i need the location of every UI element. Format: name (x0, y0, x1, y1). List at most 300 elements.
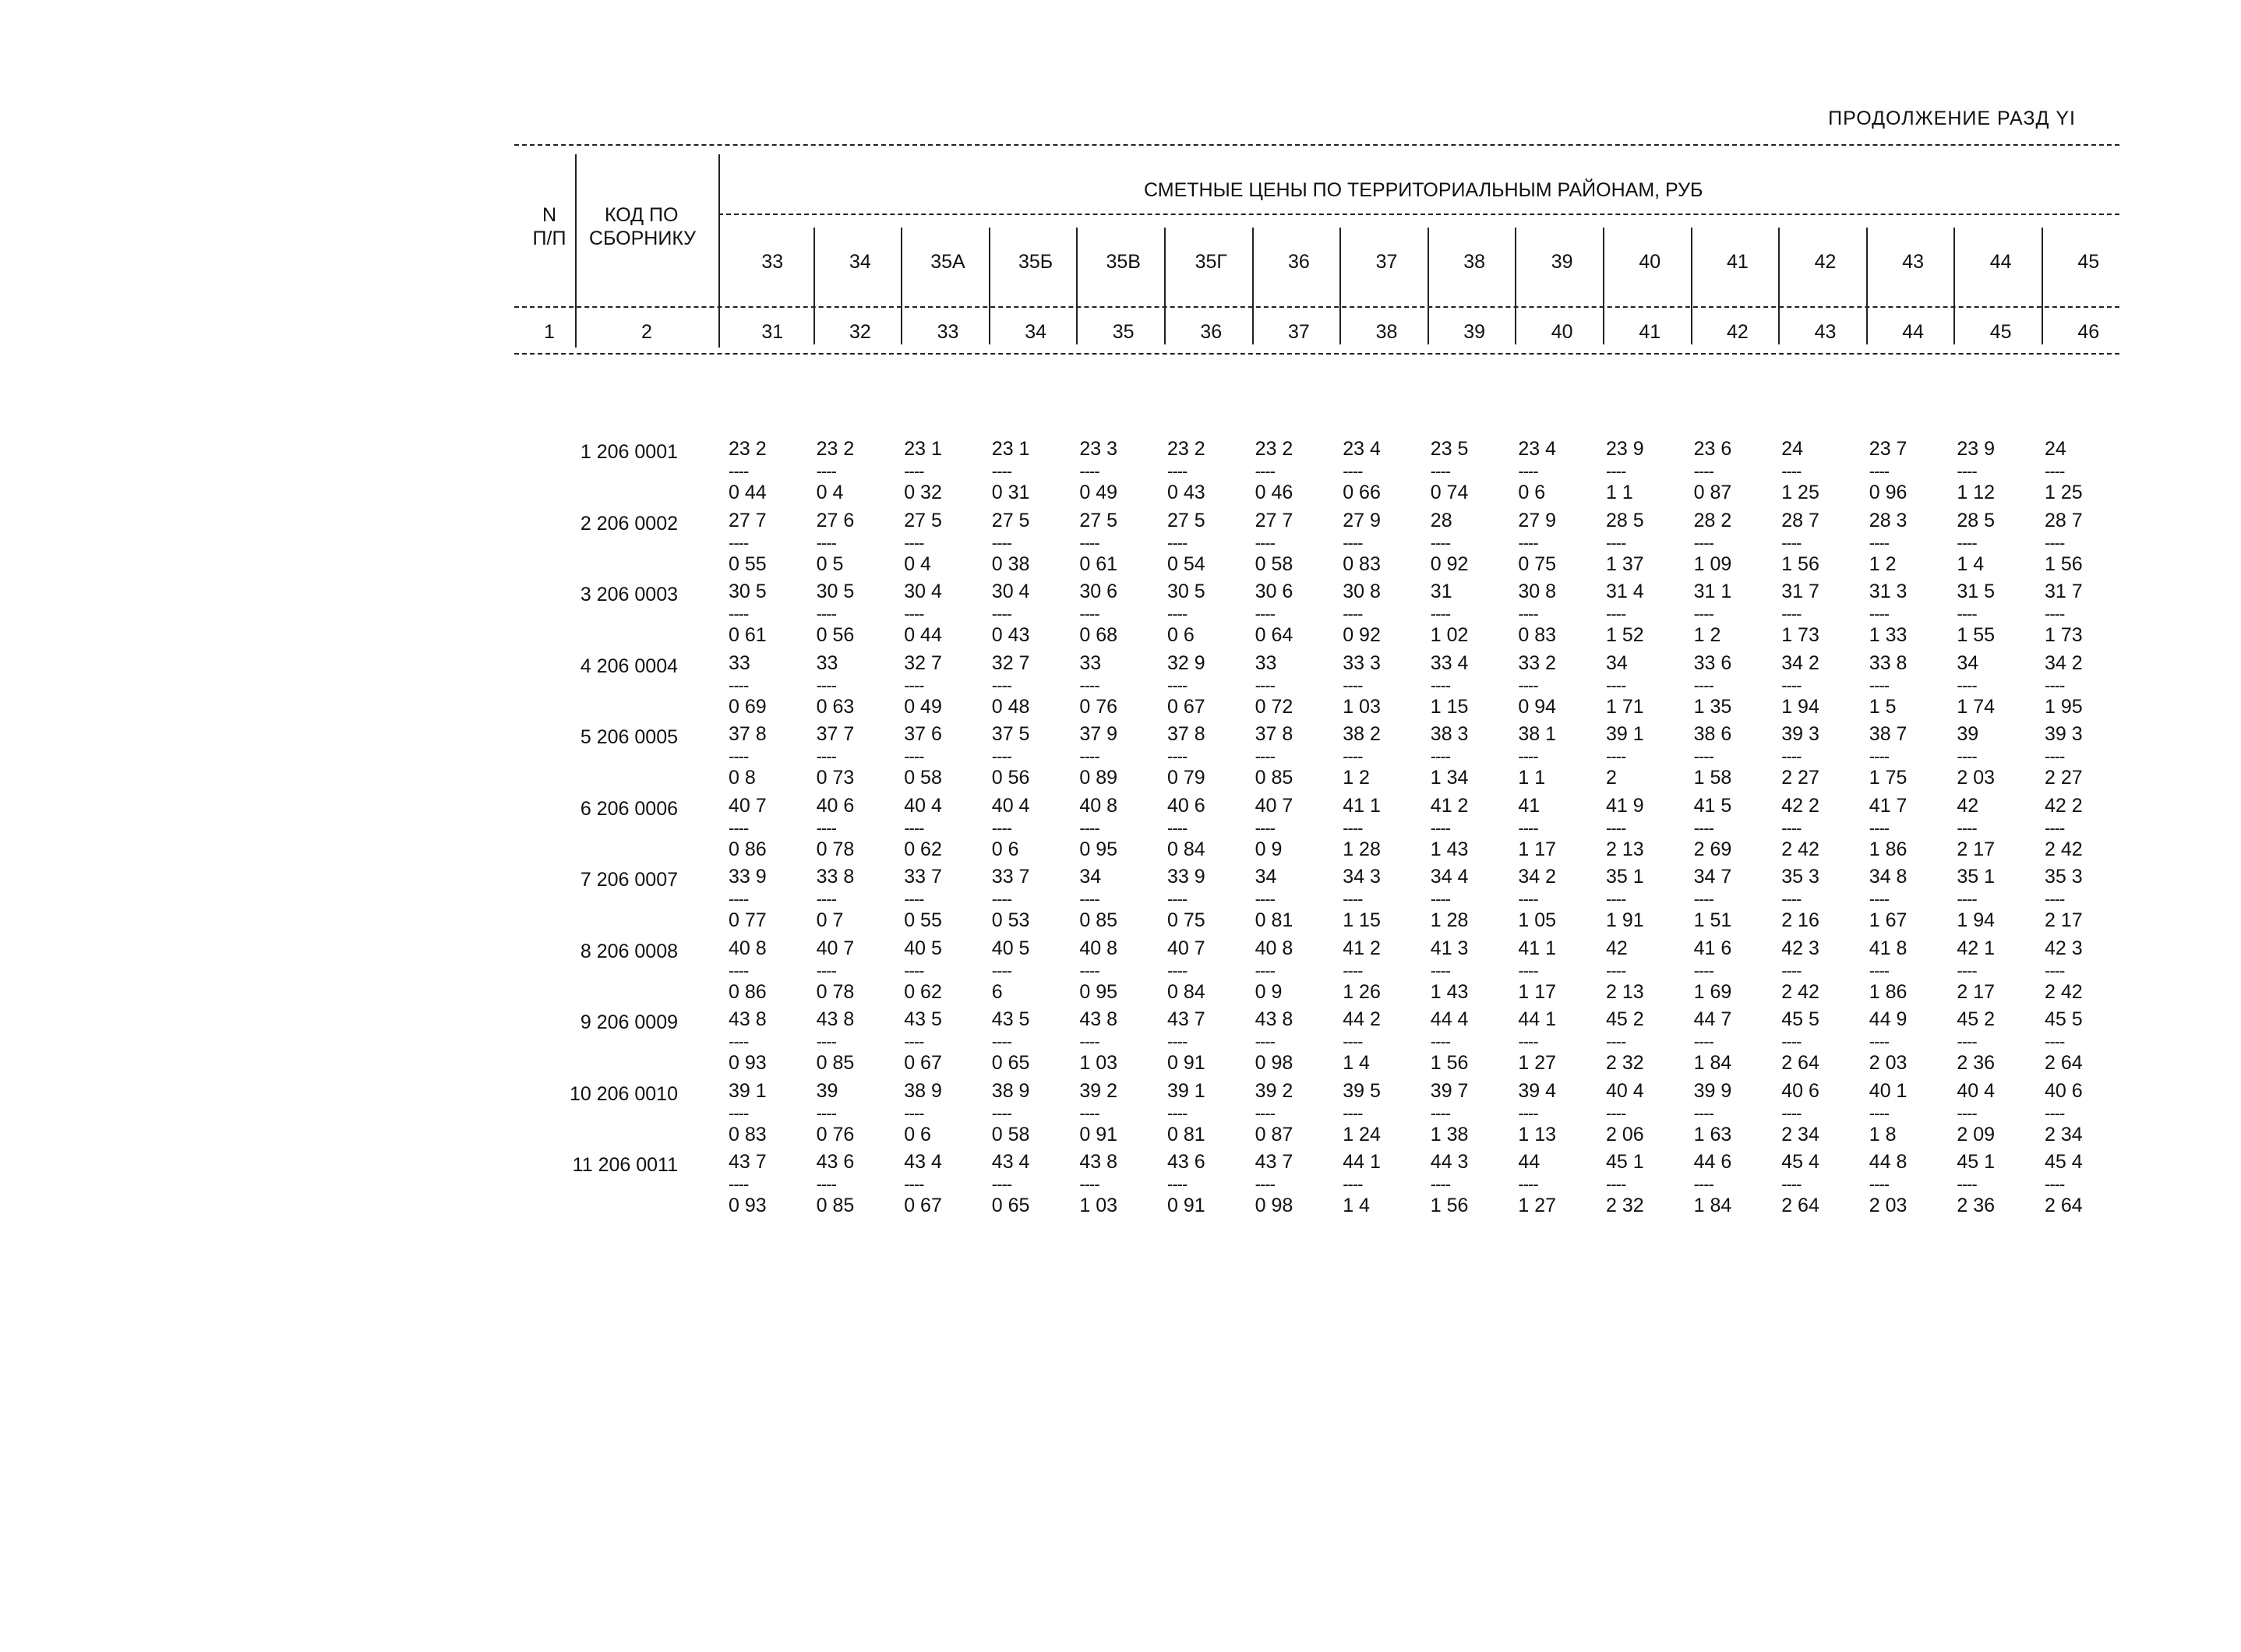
fraction-dash: ---- (1518, 889, 1538, 909)
wage-cell: 0 43 (1167, 482, 1205, 503)
wage-cell: 1 8 (1869, 1123, 1897, 1145)
row-code-6: 6 206 0006 (580, 797, 678, 820)
row-code-2: 2 206 0002 (580, 512, 678, 535)
wage-cell: 2 34 (2045, 1123, 2083, 1145)
fraction-dash: ---- (729, 960, 749, 980)
wage-cell: 0 83 (729, 1123, 767, 1145)
fraction-dash: ---- (1430, 1032, 1451, 1051)
wage-cell: 0 91 (1079, 1123, 1118, 1145)
wage-cell: 1 28 (1430, 909, 1469, 931)
price-cell: 39 4 (1518, 1079, 1557, 1102)
fraction-dash: ---- (904, 532, 924, 552)
wage-cell: 1 37 (1606, 552, 1644, 575)
fraction-dash: ---- (1079, 532, 1099, 552)
price-cell: 44 2 (1343, 1008, 1381, 1030)
fraction-dash: ---- (1343, 960, 1363, 980)
wage-cell: 0 6 (991, 838, 1019, 860)
price-cell: 40 4 (1606, 1079, 1644, 1102)
index-col-8: 36 (1200, 321, 1223, 343)
region-code-8: 37 (1375, 251, 1398, 273)
index-col-6: 34 (1025, 321, 1046, 343)
price-cell: 40 8 (1079, 794, 1118, 817)
price-cell: 33 (729, 651, 750, 674)
fraction-dash: ---- (1079, 1174, 1099, 1194)
fraction-dash: ---- (1255, 747, 1275, 766)
wage-cell: 0 48 (991, 695, 1030, 718)
wage-cell: 0 78 (816, 980, 855, 1003)
header-bottom-rule (514, 353, 2119, 355)
price-cell: 30 5 (816, 581, 855, 602)
price-cell: 23 7 (1869, 438, 1907, 460)
wage-cell: 0 87 (1693, 482, 1732, 503)
region-code-7: 36 (1287, 251, 1310, 273)
fraction-dash: ---- (1343, 675, 1363, 695)
wage-cell: 0 65 (991, 1195, 1030, 1216)
price-cell: 45 1 (1957, 1151, 1996, 1173)
wage-cell: 1 56 (2045, 552, 2083, 575)
wage-cell: 0 53 (991, 909, 1030, 931)
wage-cell: 0 67 (904, 1052, 942, 1074)
price-cell: 30 5 (1167, 581, 1205, 602)
fraction-dash: ---- (991, 889, 1012, 909)
wage-cell: 2 27 (1781, 767, 1819, 789)
wage-cell: 0 89 (1079, 767, 1118, 789)
price-cell: 40 5 (904, 937, 942, 959)
price-cell: 37 8 (1255, 723, 1293, 745)
fraction-dash: ---- (1255, 532, 1275, 552)
fraction-dash: ---- (1781, 889, 1802, 909)
price-cell: 43 8 (1255, 1008, 1293, 1030)
price-cell: 32 7 (991, 651, 1030, 674)
price-cell: 39 5 (1343, 1079, 1381, 1102)
fraction-dash: ---- (1869, 1174, 1890, 1194)
fraction-dash: ---- (1430, 461, 1451, 481)
fraction-dash: ---- (1167, 889, 1188, 909)
divider-code (718, 154, 720, 348)
wage-cell: 0 61 (729, 624, 767, 646)
price-cell: 40 8 (729, 937, 767, 959)
fraction-dash: ---- (1693, 675, 1713, 695)
fraction-dash: ---- (1079, 889, 1099, 909)
wage-cell: 0 73 (816, 767, 855, 789)
region-code-12: 41 (1726, 251, 1749, 273)
price-cell: 40 6 (1167, 794, 1205, 817)
price-cell: 43 7 (1167, 1008, 1205, 1030)
fraction-dash: ---- (816, 1032, 836, 1051)
wage-cell: 0 49 (904, 695, 942, 718)
region-code-3: 35А (930, 251, 965, 273)
price-cell: 30 4 (904, 581, 942, 602)
price-cell: 43 5 (904, 1008, 942, 1030)
price-cell: 30 8 (1518, 581, 1557, 602)
price-cell: 33 (816, 651, 838, 674)
wage-cell: 2 03 (1869, 1195, 1907, 1216)
fraction-dash: ---- (1167, 1032, 1188, 1051)
fraction-dash: ---- (1781, 532, 1802, 552)
index-col-4: 32 (849, 321, 871, 343)
fraction-dash: ---- (1693, 889, 1713, 909)
fraction-dash: ---- (1430, 1103, 1451, 1123)
region-code-13: 42 (1814, 251, 1837, 273)
fraction-dash: ---- (1606, 461, 1626, 481)
wage-cell: 0 85 (1079, 909, 1118, 931)
wage-cell: 1 2 (1693, 624, 1721, 646)
wage-cell: 2 42 (1781, 838, 1819, 860)
fraction-dash: ---- (816, 604, 836, 623)
wage-cell: 1 2 (1343, 767, 1370, 789)
price-cell: 32 9 (1167, 651, 1205, 674)
fraction-dash: ---- (1957, 532, 1977, 552)
price-cell: 23 2 (1255, 438, 1293, 460)
price-cell: 30 6 (1255, 581, 1293, 602)
fraction-dash: ---- (1606, 889, 1626, 909)
index-col-17: 45 (1989, 321, 2012, 343)
fraction-dash: ---- (1606, 817, 1626, 838)
price-cell: 39 (816, 1079, 838, 1102)
price-cell: 34 2 (2045, 651, 2083, 674)
wage-cell: 1 5 (1869, 695, 1897, 718)
region-code-2: 34 (849, 251, 871, 273)
price-cell: 37 8 (729, 723, 767, 745)
price-cell: 28 5 (1606, 509, 1644, 531)
wage-cell: 0 94 (1518, 695, 1557, 718)
fraction-dash: ---- (1957, 604, 1977, 623)
fraction-dash: ---- (816, 817, 836, 838)
header-top-rule (514, 144, 2119, 146)
fraction-dash: ---- (1693, 1103, 1713, 1123)
fraction-dash: ---- (1957, 1174, 1977, 1194)
price-cell: 41 6 (1693, 937, 1732, 959)
price-cell: 40 6 (816, 794, 855, 817)
price-cell: 45 4 (2045, 1151, 2083, 1173)
wage-cell: 0 72 (1255, 695, 1293, 718)
price-cell: 40 4 (991, 794, 1030, 817)
index-col-3: 31 (761, 321, 784, 343)
wage-cell: 1 43 (1430, 838, 1469, 860)
wage-cell: 1 38 (1430, 1123, 1469, 1145)
fraction-dash: ---- (1869, 675, 1890, 695)
price-cell: 33 (1079, 651, 1102, 674)
fraction-dash: ---- (904, 1103, 924, 1123)
price-cell: 43 4 (991, 1151, 1030, 1173)
price-cell: 31 7 (1781, 581, 1819, 602)
fraction-dash: ---- (1957, 1103, 1977, 1123)
fraction-dash: ---- (2045, 960, 2065, 980)
price-cell: 37 7 (816, 723, 855, 745)
wage-cell: 2 16 (1781, 909, 1819, 931)
price-cell: 44 6 (1693, 1151, 1732, 1173)
price-cell: 39 2 (1255, 1079, 1293, 1102)
region-code-5: 35В (1106, 251, 1141, 273)
group-title: СМЕТНЫЕ ЦЕНЫ ПО ТЕРРИТОРИАЛЬНЫМ РАЙОНАМ, РУБ (1144, 179, 1703, 201)
wage-cell: 0 63 (816, 695, 855, 718)
price-cell: 43 6 (816, 1151, 855, 1173)
wage-cell: 0 85 (816, 1052, 855, 1074)
price-cell: 27 9 (1343, 509, 1381, 531)
fraction-dash: ---- (1781, 817, 1802, 838)
price-cell: 32 7 (904, 651, 942, 674)
price-cell: 37 5 (991, 723, 1030, 745)
price-cell: 27 5 (904, 509, 942, 531)
price-cell: 28 2 (1693, 509, 1732, 531)
fraction-dash: ---- (1781, 1032, 1802, 1051)
price-cell: 31 5 (1957, 581, 1996, 602)
price-cell: 43 8 (1079, 1151, 1118, 1173)
price-cell: 38 9 (991, 1079, 1030, 1102)
wage-cell: 1 15 (1343, 909, 1381, 931)
price-cell: 40 7 (1167, 937, 1205, 959)
wage-cell: 1 12 (1957, 482, 1996, 503)
index-col-13: 41 (1639, 321, 1661, 343)
wage-cell: 1 58 (1693, 767, 1732, 789)
wage-cell: 0 86 (729, 838, 767, 860)
fraction-dash: ---- (1343, 889, 1363, 909)
fraction-dash: ---- (1518, 1032, 1538, 1051)
wage-cell: 0 92 (1343, 624, 1381, 646)
wage-cell: 1 73 (2045, 624, 2083, 646)
price-cell: 42 1 (1957, 937, 1996, 959)
fraction-dash: ---- (991, 1103, 1012, 1123)
fraction-dash: ---- (1343, 532, 1363, 552)
fraction-dash: ---- (904, 461, 924, 481)
fraction-dash: ---- (1781, 1174, 1802, 1194)
col-pp-label: П/П (532, 228, 566, 249)
fraction-dash: ---- (1079, 1032, 1099, 1051)
fraction-dash: ---- (1255, 604, 1275, 623)
price-cell: 45 2 (1957, 1008, 1996, 1030)
fraction-dash: ---- (816, 461, 836, 481)
fraction-dash: ---- (991, 532, 1012, 552)
price-cell: 24 (1781, 438, 1803, 460)
fraction-dash: ---- (1518, 675, 1538, 695)
index-col-18: 46 (2077, 321, 2100, 343)
fraction-dash: ---- (1167, 817, 1188, 838)
wage-cell: 0 58 (904, 767, 942, 789)
wage-cell: 1 1 (1606, 482, 1633, 503)
index-col-10: 38 (1375, 321, 1398, 343)
fraction-dash: ---- (1518, 1103, 1538, 1123)
col-code-label-1: КОД ПО (605, 204, 679, 226)
fraction-dash: ---- (1255, 461, 1275, 481)
fraction-dash: ---- (1167, 747, 1188, 766)
wage-cell: 0 67 (904, 1195, 942, 1216)
wage-cell: 2 64 (2045, 1052, 2083, 1074)
wage-cell: 2 17 (1957, 980, 1996, 1003)
wage-cell: 0 83 (1343, 552, 1381, 575)
price-cell: 33 8 (1869, 651, 1907, 674)
fraction-dash: ---- (1430, 747, 1451, 766)
price-cell: 42 (1957, 794, 1979, 817)
wage-cell: 1 34 (1430, 767, 1469, 789)
price-cell: 23 4 (1518, 438, 1557, 460)
fraction-dash: ---- (1606, 675, 1626, 695)
price-cell: 23 1 (904, 438, 942, 460)
wage-cell: 0 91 (1167, 1195, 1205, 1216)
wage-cell: 2 27 (2045, 767, 2083, 789)
price-cell: 43 8 (729, 1008, 767, 1030)
wage-cell: 0 77 (729, 909, 767, 931)
fraction-dash: ---- (1606, 960, 1626, 980)
price-cell: 28 7 (1781, 509, 1819, 531)
wage-cell: 1 73 (1781, 624, 1819, 646)
price-cell: 34 8 (1869, 866, 1907, 888)
fraction-dash: ---- (1167, 1103, 1188, 1123)
price-cell: 34 3 (1343, 866, 1381, 888)
fraction-dash: ---- (1606, 532, 1626, 552)
fraction-dash: ---- (1606, 1103, 1626, 1123)
wage-cell: 0 91 (1167, 1052, 1205, 1074)
price-cell: 38 9 (904, 1079, 942, 1102)
wage-cell: 1 05 (1518, 909, 1557, 931)
fraction-dash: ---- (991, 675, 1012, 695)
wage-cell: 0 66 (1343, 482, 1381, 503)
price-cell: 28 (1430, 509, 1452, 531)
fraction-dash: ---- (816, 889, 836, 909)
price-cell: 35 3 (1781, 866, 1819, 888)
row-code-4: 4 206 0004 (580, 655, 678, 677)
fraction-dash: ---- (816, 1174, 836, 1194)
price-cell: 34 (1079, 866, 1102, 888)
wage-cell: 0 6 (1518, 482, 1546, 503)
wage-cell: 1 03 (1079, 1195, 1118, 1216)
fraction-dash: ---- (1781, 960, 1802, 980)
price-cell: 45 5 (2045, 1008, 2083, 1030)
price-cell: 43 8 (816, 1008, 855, 1030)
fraction-dash: ---- (1957, 817, 1977, 838)
fraction-dash: ---- (1167, 604, 1188, 623)
price-cell: 45 5 (1781, 1008, 1819, 1030)
index-col-7: 35 (1112, 321, 1135, 343)
wage-cell: 2 32 (1606, 1052, 1644, 1074)
fraction-dash: ---- (1606, 747, 1626, 766)
index-col-12: 40 (1551, 321, 1573, 343)
wage-cell: 0 32 (904, 482, 942, 503)
fraction-dash: ---- (1869, 604, 1890, 623)
fraction-dash: ---- (1957, 889, 1977, 909)
wage-cell: 0 75 (1167, 909, 1205, 931)
price-cell: 40 1 (1869, 1079, 1907, 1102)
fraction-dash: ---- (2045, 889, 2065, 909)
wage-cell: 1 91 (1606, 909, 1644, 931)
wage-cell: 1 94 (1957, 909, 1996, 931)
wage-cell: 1 69 (1693, 980, 1732, 1003)
price-cell: 23 2 (816, 438, 855, 460)
fraction-dash: ---- (1343, 1174, 1363, 1194)
wage-cell: 0 7 (816, 909, 844, 931)
region-code-9: 38 (1463, 251, 1485, 273)
price-cell: 34 4 (1430, 866, 1469, 888)
wage-cell: 2 (1606, 767, 1617, 789)
fraction-dash: ---- (1693, 604, 1713, 623)
group-rule (718, 214, 2119, 215)
fraction-dash: ---- (1430, 675, 1451, 695)
price-cell: 43 5 (991, 1008, 1030, 1030)
wage-cell: 1 56 (1430, 1052, 1469, 1074)
price-cell: 44 3 (1430, 1151, 1469, 1173)
row-code-8: 8 206 0008 (580, 940, 678, 962)
fraction-dash: ---- (904, 1174, 924, 1194)
price-cell: 44 (1518, 1151, 1540, 1173)
wage-cell: 0 81 (1167, 1123, 1205, 1145)
price-cell: 28 3 (1869, 509, 1907, 531)
wage-cell: 1 27 (1518, 1052, 1557, 1074)
price-cell: 38 1 (1518, 723, 1557, 745)
fraction-dash: ---- (904, 817, 924, 838)
wage-cell: 1 03 (1343, 695, 1381, 718)
row-code-5: 5 206 0005 (580, 726, 678, 748)
wage-cell: 0 93 (729, 1195, 767, 1216)
price-cell: 44 1 (1343, 1151, 1381, 1173)
wage-cell: 0 9 (1255, 980, 1283, 1003)
wage-cell: 0 58 (1255, 552, 1293, 575)
wage-cell: 0 74 (1430, 482, 1469, 503)
fraction-dash: ---- (729, 1032, 749, 1051)
wage-cell: 1 24 (1343, 1123, 1381, 1145)
fraction-dash: ---- (1869, 747, 1890, 766)
fraction-dash: ---- (1693, 532, 1713, 552)
row-code-10: 10 206 0010 (569, 1082, 678, 1105)
wage-cell: 0 76 (816, 1123, 855, 1145)
divider-n (575, 154, 577, 348)
wage-cell: 1 52 (1606, 624, 1644, 646)
price-cell: 31 1 (1693, 581, 1732, 602)
price-cell: 41 1 (1518, 937, 1557, 959)
fraction-dash: ---- (1693, 461, 1713, 481)
fraction-dash: ---- (1255, 675, 1275, 695)
wage-cell: 1 17 (1518, 838, 1557, 860)
price-cell: 30 6 (1079, 581, 1118, 602)
price-cell: 39 3 (2045, 723, 2083, 745)
wage-cell: 1 09 (1693, 552, 1732, 575)
wage-cell: 0 49 (1079, 482, 1118, 503)
fraction-dash: ---- (904, 1032, 924, 1051)
index-col-16: 44 (1902, 321, 1924, 343)
wage-cell: 0 9 (1255, 838, 1283, 860)
wage-cell: 1 51 (1693, 909, 1732, 931)
wage-cell: 0 54 (1167, 552, 1205, 575)
price-cell: 35 1 (1606, 866, 1644, 888)
wage-cell: 2 42 (2045, 980, 2083, 1003)
fraction-dash: ---- (1957, 1032, 1977, 1051)
fraction-dash: ---- (1606, 1032, 1626, 1051)
wage-cell: 2 13 (1606, 838, 1644, 860)
price-cell: 41 1 (1343, 794, 1381, 817)
wage-cell: 2 17 (1957, 838, 1996, 860)
price-cell: 33 7 (904, 866, 942, 888)
wage-cell: 1 86 (1869, 838, 1907, 860)
price-cell: 34 2 (1518, 866, 1557, 888)
wage-cell: 0 44 (904, 624, 942, 646)
fraction-dash: ---- (1430, 604, 1451, 623)
price-cell: 43 8 (1079, 1008, 1118, 1030)
price-cell: 37 8 (1167, 723, 1205, 745)
price-cell: 33 3 (1343, 651, 1381, 674)
fraction-dash: ---- (1869, 532, 1890, 552)
price-cell: 35 1 (1957, 866, 1996, 888)
fraction-dash: ---- (1957, 461, 1977, 481)
wage-cell: 1 43 (1430, 980, 1469, 1003)
price-cell: 39 1 (1606, 723, 1644, 745)
fraction-dash: ---- (729, 747, 749, 766)
fraction-dash: ---- (1343, 604, 1363, 623)
index-col-11: 39 (1463, 321, 1485, 343)
fraction-dash: ---- (1430, 960, 1451, 980)
index-col-5: 33 (937, 321, 959, 343)
wage-cell: 0 92 (1430, 552, 1469, 575)
fraction-dash: ---- (1167, 1174, 1188, 1194)
price-cell: 40 8 (1079, 937, 1118, 959)
fraction-dash: ---- (991, 960, 1012, 980)
